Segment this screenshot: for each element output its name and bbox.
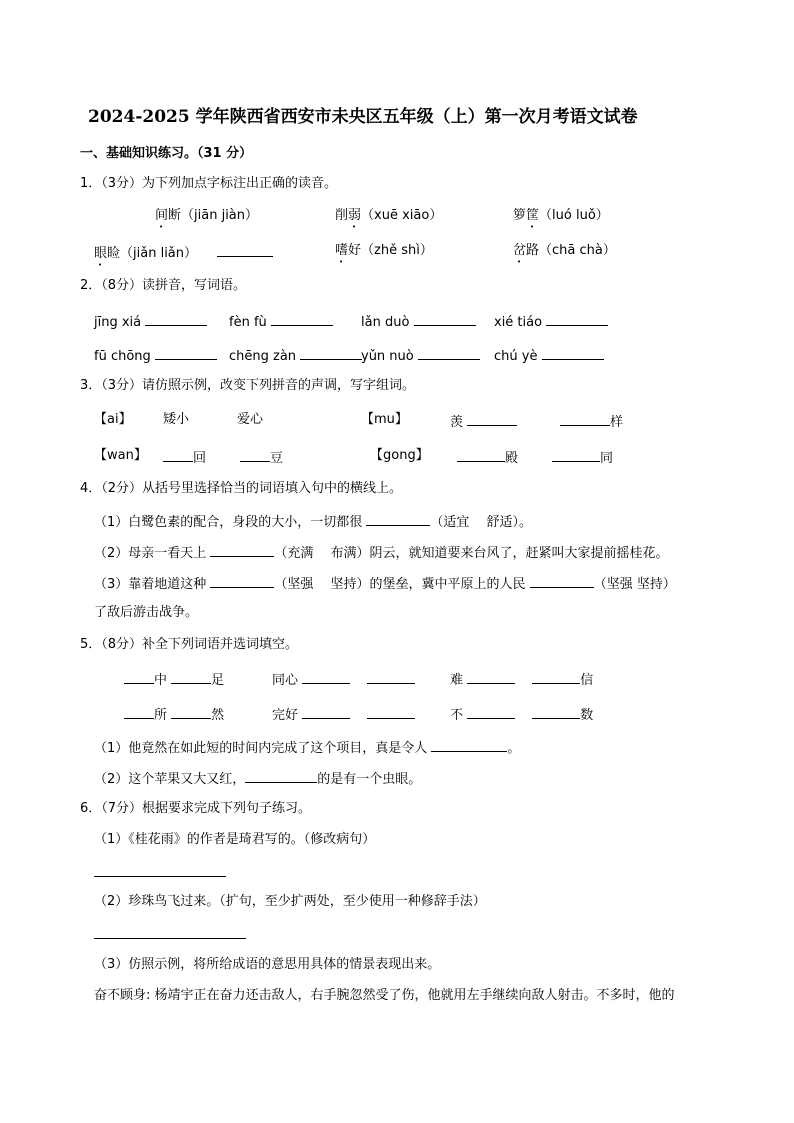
question-2-prompt: 2．（8分）读拼音，写词语。 xyxy=(80,278,247,293)
q6-item-1: （1）《桂花雨》的作者是琦君写的。（修改病句） xyxy=(94,832,376,847)
answer-line[interactable] xyxy=(94,938,246,939)
q3-example-1: 矮小 xyxy=(163,412,190,427)
q3-wan-1: 回 xyxy=(163,448,206,467)
question-6-prompt: 6．（7分）根据要求完成下列句子练习。 xyxy=(80,801,312,816)
question-5-prompt: 5．（8分）补全下列词语并选词填空。 xyxy=(80,637,299,652)
answer-blank[interactable] xyxy=(431,738,507,752)
q3-wan-2: 豆 xyxy=(240,448,283,467)
answer-blank[interactable] xyxy=(210,543,274,557)
q4-sentence-2: （2）母亲一看天上 （充满 布满）阴云，就知道要来台风了，赶紧叫大家提前摇桂花。 xyxy=(94,543,669,562)
answer-blank[interactable] xyxy=(560,412,610,426)
q2-pinyin-1: jīng xiá xyxy=(94,312,207,331)
q4-sentence-3: （3）靠着地道这种 （坚强 坚持）的堡垒，冀中平原上的人民 （坚强 坚持） xyxy=(94,574,676,593)
answer-blank[interactable] xyxy=(542,346,604,360)
q3-gong-1: 殿 xyxy=(457,448,518,467)
answer-blank[interactable] xyxy=(124,705,154,719)
answer-blank[interactable] xyxy=(366,512,430,526)
q4-sentence-1: （1）白鹭色素的配合，身段的大小，一切都很 （适宜 舒适）。 xyxy=(94,512,532,531)
answer-line[interactable] xyxy=(94,876,226,877)
q1-item-1: 间断（jiān jiàn） xyxy=(155,208,259,223)
q2-pinyin-8: chú yè xyxy=(494,346,604,365)
answer-blank[interactable] xyxy=(171,670,211,684)
answer-blank[interactable] xyxy=(532,670,580,684)
q6-example: 奋不顾身: 杨靖宇正在奋力还击敌人，右手腕忽然受了伤，他就用左手继续向敌人射击。不多时，他的 xyxy=(94,988,675,1003)
answer-blank[interactable] xyxy=(302,705,350,719)
q5-word-6: 不 数 xyxy=(450,705,593,724)
answer-blank[interactable] xyxy=(467,705,515,719)
section-heading: 一、基础知识练习。（31 分） xyxy=(80,146,253,161)
answer-blank[interactable] xyxy=(210,574,274,588)
q6-item-3: （3）仿照示例，将所给成语的意思用具体的情景表现出来。 xyxy=(94,957,441,972)
q5-word-5: 完好 xyxy=(272,705,415,724)
q1-item-2: 削弱（xuē xiāo） xyxy=(335,208,443,223)
answer-blank[interactable] xyxy=(302,670,350,684)
answer-blank[interactable] xyxy=(367,670,415,684)
answer-blank[interactable] xyxy=(467,670,515,684)
question-4-prompt: 4．（2分）从括号里选择恰当的词语填入句中的横线上。 xyxy=(80,481,403,496)
answer-blank[interactable] xyxy=(546,312,608,326)
answer-blank[interactable] xyxy=(163,448,193,462)
answer-blank[interactable] xyxy=(418,346,480,360)
q2-pinyin-2: fèn fù xyxy=(229,312,333,331)
answer-blank[interactable] xyxy=(532,705,580,719)
answer-blank[interactable] xyxy=(145,312,207,326)
q5-word-3: 难 信 xyxy=(450,670,593,689)
q1-item-5: 嗜好（zhě shì） xyxy=(335,243,433,258)
q3-mu-2: 样 xyxy=(560,412,623,431)
answer-blank[interactable] xyxy=(467,412,517,426)
q3-gong-2: 同 xyxy=(552,448,613,467)
q2-pinyin-5: fū chōng xyxy=(94,346,217,365)
page-title: 2024-2025 学年陕西省西安市未央区五年级（上）第一次月考语文试卷 xyxy=(88,107,638,127)
answer-blank[interactable] xyxy=(245,769,317,783)
q5-word-4: 所 然 xyxy=(124,705,224,724)
q5-word-1: 中 足 xyxy=(124,670,224,689)
answer-blank[interactable] xyxy=(414,312,476,326)
answer-blank[interactable] xyxy=(457,448,505,462)
q3-tag-mu: 【mu】 xyxy=(361,412,408,427)
answer-blank[interactable] xyxy=(124,670,154,684)
q1-item-6: 岔路（chā chà） xyxy=(513,243,616,258)
answer-blank[interactable] xyxy=(155,346,217,360)
q1-item-3: 箩筐（luó luǒ） xyxy=(513,208,609,223)
answer-blank[interactable] xyxy=(367,705,415,719)
q2-pinyin-7: yǔn nuò xyxy=(361,346,480,365)
q3-tag-wan: 【wan】 xyxy=(94,448,147,463)
q2-pinyin-3: lǎn duò xyxy=(361,312,476,331)
q3-tag-ai: 【ai】 xyxy=(94,412,132,427)
q2-pinyin-6: chēng zàn xyxy=(229,346,362,365)
q3-mu-1: 羡 xyxy=(450,412,517,431)
q4-sentence-3-cont: 了敌后游击战争。 xyxy=(94,605,199,620)
q2-pinyin-4: xié tiáo xyxy=(494,312,608,331)
q3-example-2: 爱心 xyxy=(237,412,264,427)
q5-sentence-1: （1）他竟然在如此短的时间内完成了这个项目，真是令人 。 xyxy=(94,738,520,757)
q5-word-2: 同心 xyxy=(272,670,415,689)
q6-item-2: （2）珍珠鸟飞过来。（扩句，至少扩两处，至少使用一种修辞手法） xyxy=(94,894,486,909)
question-3-prompt: 3．（3分）请仿照示例，改变下列拼音的声调，写字组词。 xyxy=(80,378,416,393)
answer-blank[interactable] xyxy=(240,448,270,462)
q5-sentence-2: （2）这个苹果又大又红， 的是有一个虫眼。 xyxy=(94,769,421,788)
answer-blank[interactable] xyxy=(171,705,211,719)
answer-blank[interactable] xyxy=(271,312,333,326)
answer-blank[interactable] xyxy=(300,346,362,360)
question-1-prompt: 1．（3分）为下列加点字标注出正确的读音。 xyxy=(80,176,338,191)
answer-blank[interactable] xyxy=(552,448,600,462)
answer-blank[interactable] xyxy=(217,243,273,257)
q3-tag-gong: 【gong】 xyxy=(370,448,429,463)
answer-blank[interactable] xyxy=(530,574,594,588)
q1-item-4: 眼睑（jiǎn liǎn） xyxy=(94,243,273,269)
